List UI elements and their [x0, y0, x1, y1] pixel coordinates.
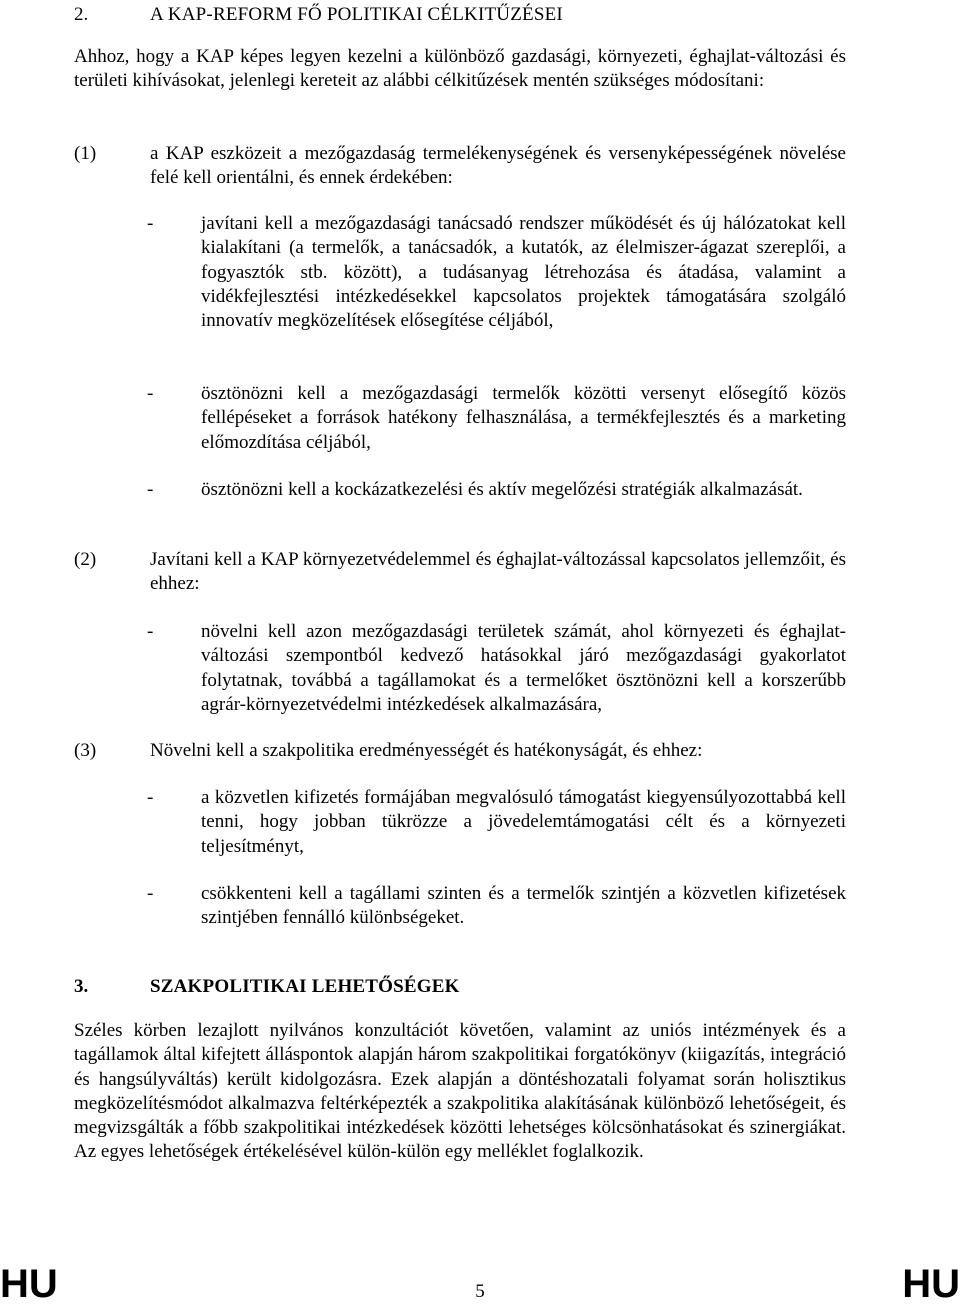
bullet-text: ösztönözni kell a kockázatkezelési és aktív megelőzési stratégiák alkalmazását.	[201, 479, 803, 500]
footer-lang-left: HU	[0, 1262, 58, 1306]
section-2-title: A KAP-REFORM FŐ POLITIKAI CÉLKITŰZÉSEI	[150, 4, 563, 25]
bullet-text: ösztönözni kell a mezőgazdasági termelők közötti versenyt elősegítő közös fellépéseket a források hatékony felhasználása, a termékfejlesztés és a marketing előmozdítása céljából,	[201, 383, 846, 453]
item-marker: (3)	[74, 740, 97, 761]
numbered-item-1	[74, 142, 846, 191]
bullet-3-2	[147, 882, 846, 931]
bullet-dash: -	[147, 479, 154, 500]
bullet-text: növelni kell azon mezőgazdasági területek számát, ahol környezeti és éghajlat-változási szempontból kedvező hatásokkal járó mezőgazdasági gyakorlatot folytatnak, továbbá a tagállamokat és a termelőket ösztönözni kell a korszerűbb agrár-környezetvédelmi intézkedések alkalmazására,	[201, 621, 846, 715]
bullet-dash: -	[147, 213, 154, 234]
section-2-number: 2.	[74, 4, 89, 25]
item-text: a KAP eszközeit a mezőgazdaság termelékenységének és versenyképességének növelése felé kell orientálni, és ennek érdekében:	[150, 143, 846, 189]
numbered-item-3	[74, 739, 846, 763]
item-marker: (2)	[74, 549, 97, 570]
bullet-dash: -	[147, 787, 154, 808]
item-text: Javítani kell a KAP környezetvédelemmel és éghajlat-változással kapcsolatos jellemzőit, és ehhez:	[150, 549, 846, 595]
section-2-heading	[74, 3, 563, 26]
bullet-1-2	[147, 382, 846, 455]
bullet-dash: -	[147, 883, 154, 904]
bullet-3-1	[147, 786, 846, 859]
bullet-2-1	[147, 620, 846, 717]
item-text: Növelni kell a szakpolitika eredményességét és hatékonyságát, és ehhez:	[150, 740, 703, 761]
bullet-dash: -	[147, 383, 154, 404]
bullet-text: a közvetlen kifizetés formájában megvalósuló támogatást kiegyensúlyozottabbá kell tenni, hogy jobban tükrözze a jövedelemtámogatási célt és a környezeti teljesítményt,	[201, 787, 846, 857]
bullet-1-3	[147, 478, 846, 502]
section-2-intro: Ahhoz, hogy a KAP képes legyen kezelni a különböző gazdasági, környezeti, éghajlat-változási és területi kihívásokat, jelenlegi kereteit az alábbi célkitűzések mentén szükséges módosítani:	[74, 46, 846, 92]
bullet-text: csökkenteni kell a tagállami szinten és a termelők szintjén a közvetlen kifizetések szintjében fennálló különbségeket.	[201, 883, 846, 929]
section-3-number: 3.	[74, 976, 89, 997]
section-3-body: Széles körben lezajlott nyilvános konzultációt követően, valamint az uniós intézmények és a tagállamok által kifejtett álláspontok alapján három szakpolitikai forgatókönyv (kiigazítás, integráció és hangsúlyváltás) került kidolgozásra. Ezek alapján a döntéshozatali folyamat során holisztikus megközelítésmódot alkalmazva feltérképezték a szakpolitika alakításának különböző lehetőségeit, és megvizsgálták a főbb szakpolitikai intézkedések közötti lehetséges kölcsönhatásokat és szinergiákat. Az egyes lehetőségek értékelésével külön-külön egy melléklet foglalkozik.	[74, 1020, 846, 1163]
section-3-title: SZAKPOLITIKAI LEHETŐSÉGEK	[150, 976, 460, 997]
bullet-text: javítani kell a mezőgazdasági tanácsadó rendszer működését és új hálózatokat kell kialakítani (a termelők, a tanácsadók, a kutatók, az élelmiszer-ágazat szereplői, a fogyasztók stb. között), a tudásanyag létrehozása és átadása, valamint a vidékfejlesztési intézkedésekkel kapcsolatos projektek támogatására szolgáló innovatív megközelítések elősegítése céljából,	[201, 213, 846, 332]
numbered-item-2	[74, 548, 846, 597]
item-marker: (1)	[74, 143, 97, 164]
bullet-1-1	[147, 212, 846, 333]
bullet-dash: -	[147, 621, 154, 642]
page-number: 5	[475, 1281, 485, 1302]
footer-lang-right: HU	[902, 1262, 960, 1306]
section-3-heading	[74, 975, 460, 998]
